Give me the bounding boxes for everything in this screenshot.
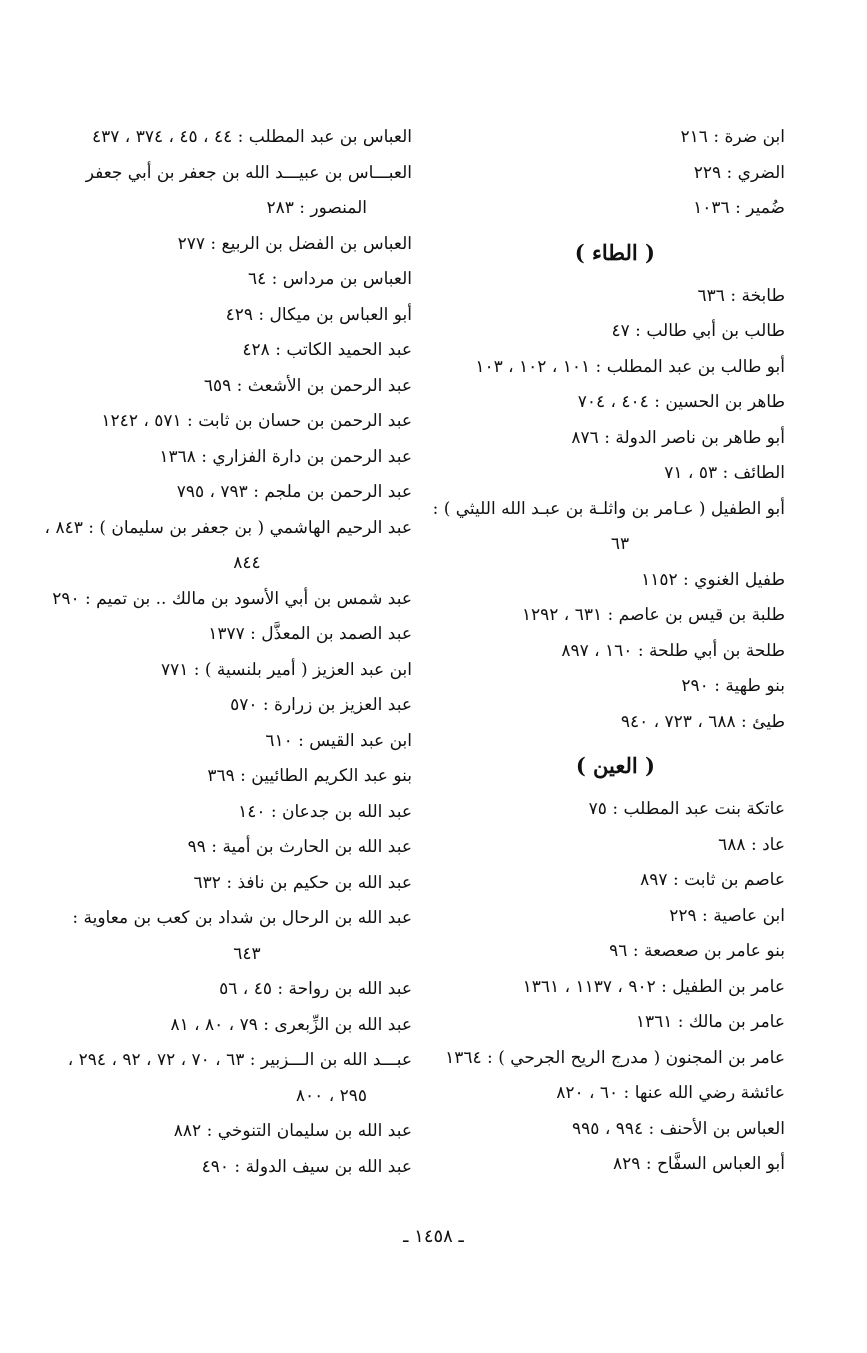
- index-entry: العباس بن عبد المطلب : ٤٤ ، ٤٥ ، ٣٧٤ ، ٤٣٧: [91, 127, 412, 147]
- index-entry: الضري : ٢٢٩: [693, 162, 785, 183]
- index-entry-continuation: ٢٩٥ ، ٨٠٠: [295, 1085, 367, 1106]
- index-entry: عائشة رضي الله عنها : ٦٠ ، ٨٢٠: [556, 1083, 785, 1103]
- index-entry: أبو الطفيل ( عـامر بن واثلـة بن عبـد الله الليثي ) :: [432, 498, 785, 519]
- index-entry: طفيل الغنوي : ١١٥٢: [641, 569, 785, 590]
- index-entry-continuation: ٨٤٤: [233, 553, 261, 573]
- index-entry: عاتكة بنت عبد المطلب : ٧٥: [588, 799, 785, 819]
- index-entry: أبو العباس بن ميكال : ٤٢٩: [225, 304, 412, 325]
- index-entry: ابن عبد القيس : ٦١٠: [265, 730, 412, 751]
- index-entry: عبـــد الله بن الـــزبير : ٦٣ ، ٧٠ ، ٧٢ ، ٩٢ ، ٢٩٤ ،: [67, 1050, 412, 1070]
- index-entry: عبد الله بن جدعان : ١٤٠: [238, 801, 412, 822]
- index-entry: عاصم بن ثابت : ٨٩٧: [640, 870, 785, 890]
- index-entry: عبد الله بن سيف الدولة : ٤٩٠: [201, 1156, 412, 1177]
- index-entry: عبد الله بن الحارث بن أمية : ٩٩: [187, 837, 412, 857]
- index-entry: عبد العزيز بن زرارة : ٥٧٠: [230, 695, 412, 715]
- index-entry: العباس بن الفضل بن الربيع : ٢٧٧: [177, 233, 412, 254]
- index-entry: عامر بن الطفيل : ٩٠٢ ، ١١٣٧ ، ١٣٦١: [522, 976, 785, 997]
- index-entry: عبد الحميد الكاتب : ٤٢٨: [242, 340, 412, 360]
- index-entry: عامر بن المجنون ( مدرج الريح الجرحي ) : ١٣٦٤: [445, 1047, 785, 1068]
- index-entry: عامر بن مالك : ١٣٦١: [635, 1012, 785, 1032]
- index-entry: طيئ : ٦٨٨ ، ٧٢٣ ، ٩٤٠: [620, 711, 785, 732]
- section-heading: ( العين ): [575, 753, 655, 778]
- index-entry: عبد الله بن سليمان التنوخي : ٨٨٢: [173, 1121, 412, 1141]
- page-number: ـ ١٤٥٨ ـ: [403, 1226, 464, 1247]
- index-entry: عبد الرحمن بن دارة الفزاري : ١٣٦٨: [159, 446, 412, 467]
- index-entry: عبد الله بن الرحال بن شداد بن كعب بن معاوية :: [72, 908, 412, 928]
- index-entry: عبد الله بن الزِّبعرى : ٧٩ ، ٨٠ ، ٨١: [170, 1014, 412, 1035]
- index-entry-continuation: ٦٤٣: [233, 943, 261, 964]
- index-entry: العباس بن الأحنف : ٩٩٤ ، ٩٩٥: [572, 1118, 785, 1139]
- index-entry: عبد الرحمن بن الأشعث : ٦٥٩: [203, 375, 412, 396]
- index-entry: بنو عامر بن صعصعة : ٩٦: [609, 941, 785, 961]
- index-entry: طاهر بن الحسين : ٤٠٤ ، ٧٠٤: [577, 392, 785, 412]
- left-column: [44, 120, 412, 1185]
- index-entry: طالب بن أبي طالب : ٤٧: [611, 321, 785, 341]
- index-entry: طلبة بن قيس بن عاصم : ٦٣١ ، ١٢٩٢: [521, 605, 785, 625]
- index-entry: طلحة بن أبي طلحة : ١٦٠ ، ٨٩٧: [561, 640, 785, 661]
- index-entry: ضُمير : ١٠٣٦: [693, 198, 785, 218]
- index-entry-continuation: ٦٣: [610, 534, 630, 554]
- index-entry: بنو عبد الكريم الطائيين : ٣٦٩: [207, 766, 412, 786]
- index-entry: طابخة : ٦٣٦: [697, 285, 785, 306]
- index-entry: عبد الصمد بن المعذَّل : ١٣٧٧: [208, 624, 412, 644]
- index-entry: أبو طالب بن عبد المطلب : ١٠١ ، ١٠٢ ، ١٠٣: [475, 356, 785, 377]
- right-column: [432, 120, 785, 1183]
- index-entry: أبو العباس السفَّاح : ٨٢٩: [613, 1154, 785, 1174]
- index-entry: عبد الرحمن بن ملجم : ٧٩٣ ، ٧٩٥: [176, 482, 412, 502]
- index-entry: العبـــاس بن عبيـــد الله بن جعفر بن أبي جعفر: [85, 162, 412, 183]
- index-entry: عبد الله بن حكيم بن نافذ : ٦٣٢: [193, 872, 412, 893]
- index-entry: بنو طهية : ٢٩٠: [681, 676, 785, 696]
- index-entry: ابن ضرة : ٢١٦: [680, 127, 785, 147]
- index-entry: أبو طاهر بن ناصر الدولة : ٨٧٦: [571, 427, 785, 448]
- index-entry: عبد الله بن رواحة : ٤٥ ، ٥٦: [219, 979, 412, 999]
- index-entry: عبد الرحمن بن حسان بن ثابت : ٥٧١ ، ١٢٤٢: [101, 411, 412, 431]
- index-entry-continuation: المنصور : ٢٨٣: [266, 198, 367, 218]
- index-entry: الطائف : ٥٣ ، ٧١: [664, 463, 785, 483]
- index-entry: عبد الرحيم الهاشمي ( بن جعفر بن سليمان ) : ٨٤٣ ،: [44, 517, 412, 538]
- index-entry: ابن عبد العزيز ( أمير بلنسية ) : ٧٧١: [160, 659, 412, 680]
- index-entry: العباس بن مرداس : ٦٤: [248, 269, 412, 289]
- index-entry: عبد شمس بن أبي الأسود بن مالك .. بن تميم : ٢٩٠: [52, 588, 412, 609]
- index-entry: ابن عاصية : ٢٢٩: [669, 905, 785, 926]
- section-heading: ( الطاء ): [574, 239, 655, 265]
- index-entry: عاد : ٦٨٨: [718, 834, 785, 855]
